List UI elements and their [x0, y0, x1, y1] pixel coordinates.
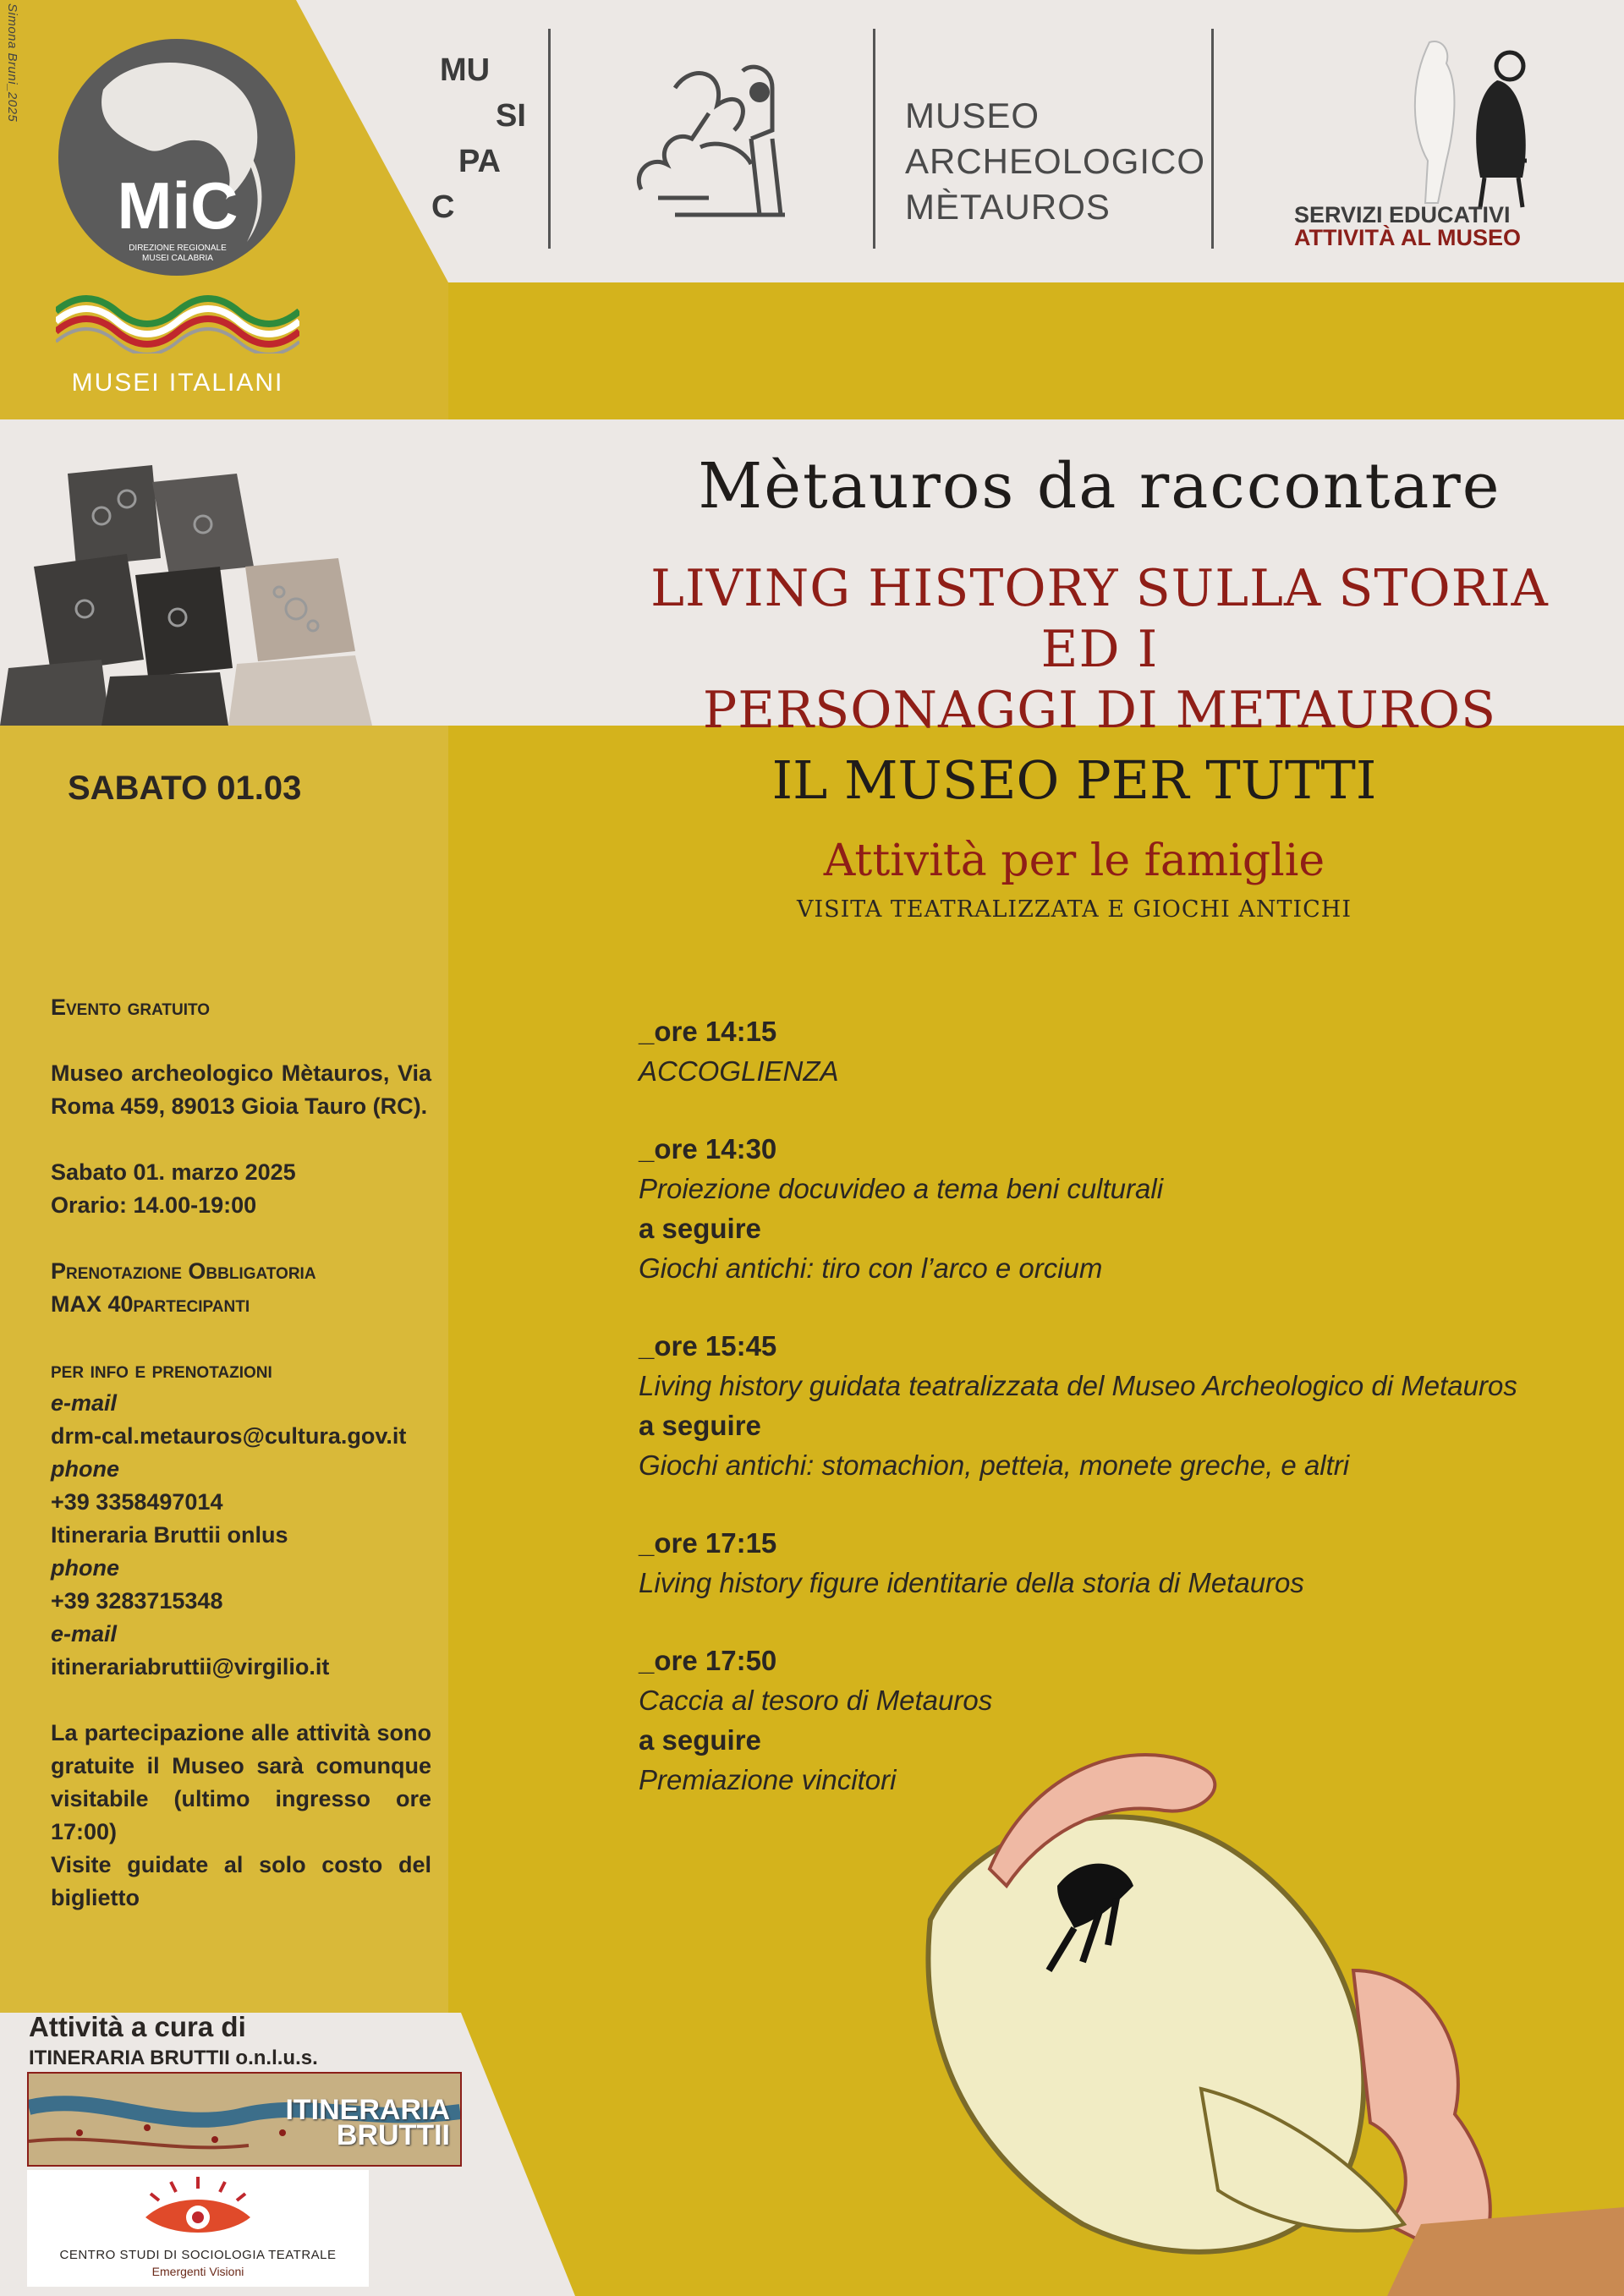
- section-tagline: VISITA TEATRALIZZATA E GIOCHI ANTICHI: [796, 896, 1352, 923]
- event-subtitle: [643, 558, 1556, 741]
- slot-follow-description: Giochi antichi: tiro con l’arco e orcium: [639, 1252, 1103, 1284]
- email-label-2: e-mail: [51, 1621, 118, 1647]
- prenotazione-label: Prenotazione Obbligatoria: [51, 1258, 316, 1284]
- musipac-line-1: MU: [440, 52, 491, 88]
- musei-italiani-label: MUSEI ITALIANI: [71, 369, 284, 397]
- attivita-al-museo-label: ATTIVITÀ AL MUSEO: [1294, 225, 1521, 250]
- slot-follow-description: Premiazione vincitori: [639, 1764, 897, 1795]
- event-hours: Orario: 14.00-19:00: [51, 1192, 257, 1218]
- musipac-line-3: PA: [458, 144, 501, 179]
- mic-logo-text: MiC: [117, 168, 239, 243]
- slot-follow-label: a seguire: [639, 1213, 761, 1244]
- event-info: [51, 991, 431, 1915]
- schedule-slot-1: [639, 1011, 1518, 1091]
- curated-by-organization: ITINERARIA BRUTTII o.n.l.u.s.: [29, 2047, 318, 2069]
- slot-description: Proiezione docuvideo a tema beni culturali: [639, 1173, 1164, 1204]
- mic-logo-subtitle: [0, 244, 355, 264]
- phone-label: phone: [51, 1456, 119, 1482]
- author-credit: Simona Bruni_2025: [5, 3, 19, 123]
- schedule-slot-2: [639, 1129, 1518, 1288]
- event-address: Museo archeologico Mètauros, Via Roma 459, 89013 Gioia Tauro (RC).: [51, 1060, 431, 1119]
- musipac-line-2: SI: [496, 98, 526, 134]
- event-subtitle-line-1: LIVING HISTORY SULLA STORIA ED I: [650, 559, 1549, 679]
- slot-description: ACCOGLIENZA: [639, 1055, 839, 1087]
- itineraria-logo-line-2: BRUTTII: [336, 2119, 450, 2151]
- museum-name-line-2: ARCHEOLOGICO: [905, 141, 1206, 181]
- slot-follow-description: Giochi antichi: stomachion, petteia, monete greche, e altri: [639, 1449, 1350, 1481]
- educational-figures-icon: [1379, 34, 1539, 211]
- header-divider-1: [548, 29, 551, 249]
- mic-logo: [36, 39, 318, 321]
- slot-time: _ore 17:50: [639, 1645, 777, 1676]
- slot-follow-label: a seguire: [639, 1724, 761, 1756]
- sphinx-icon: [624, 54, 793, 223]
- musei-italiani-wave-logo: [56, 286, 299, 353]
- centro-studi-name: CENTRO STUDI DI SOCIOLOGIA TEATRALE: [59, 2248, 337, 2262]
- museum-name-line-3: MÈTAUROS: [905, 187, 1111, 227]
- slot-time: _ore 17:15: [639, 1527, 777, 1559]
- mic-subtitle-line2: MUSEI CALABRIA: [142, 254, 213, 263]
- email-link-2[interactable]: itinerariabruttii@virgilio.it: [51, 1654, 330, 1680]
- schedule-slot-3: [639, 1326, 1518, 1485]
- slot-time: _ore 14:15: [639, 1016, 777, 1047]
- header-gold-strip: [448, 282, 1624, 419]
- organization-name: Itineraria Bruttii onlus: [51, 1522, 288, 1548]
- header-divider-2: [873, 29, 875, 249]
- event-title: Mètauros da raccontare: [698, 450, 1501, 523]
- servizi-educativi-label: SERVIZI EDUCATIVI: [1294, 202, 1511, 227]
- slot-follow-label: a seguire: [639, 1410, 761, 1441]
- centro-studi-logo: [27, 2170, 369, 2287]
- event-schedule: [639, 1011, 1518, 1838]
- guided-visits-note: Visite guidate al solo costo del biglietto: [51, 1852, 431, 1910]
- phone-number-2[interactable]: +39 3283715348: [51, 1588, 223, 1614]
- max-partecipanti: MAX 40partecipanti: [51, 1291, 250, 1317]
- mic-subtitle-line1: DIREZIONE REGIONALE: [129, 244, 227, 253]
- header-divider-3: [1211, 29, 1214, 249]
- event-day: SABATO 01.03: [68, 770, 302, 807]
- email-label: e-mail: [51, 1390, 118, 1416]
- email-link[interactable]: drm-cal.metauros@cultura.gov.it: [51, 1423, 407, 1449]
- event-subtitle-line-2: PERSONAGGI DI METAUROS: [702, 681, 1497, 740]
- museum-name-line-1: MUSEO: [905, 96, 1040, 135]
- evento-gratuito-label: Evento gratuito: [51, 995, 211, 1020]
- section-subheading: Attività per le famiglie: [823, 836, 1325, 886]
- participation-note: La partecipazione alle attività sono gratuite il Museo sarà comunque visitabile (ultimo ingresso ore 17:00): [51, 1720, 431, 1844]
- schedule-slot-4: [639, 1523, 1518, 1603]
- slot-description: Living history guidata teatralizzata del Museo Archeologico di Metauros: [639, 1370, 1517, 1401]
- section-heading: IL MUSEO PER TUTTI: [771, 749, 1377, 811]
- slot-time: _ore 14:30: [639, 1133, 777, 1164]
- slot-time: _ore 15:45: [639, 1330, 777, 1362]
- event-date: Sabato 01. marzo 2025: [51, 1159, 296, 1185]
- phone-label-2: phone: [51, 1555, 119, 1581]
- itineraria-bruttii-logo: [27, 2072, 462, 2167]
- schedule-slot-5: [639, 1641, 1518, 1800]
- musipac-line-4: C: [431, 189, 455, 225]
- itineraria-logo-line-1: ITINERARIA: [285, 2094, 450, 2126]
- museum-name: [905, 93, 1205, 230]
- ancient-dice-image: [0, 440, 406, 726]
- emergenti-visioni-label: Emergenti Visioni: [151, 2265, 244, 2278]
- slot-description: Caccia al tesoro di Metauros: [639, 1685, 993, 1716]
- phone-number[interactable]: +39 3358497014: [51, 1489, 223, 1515]
- slot-description: Living history figure identitarie della storia di Metauros: [639, 1567, 1304, 1598]
- per-info-label: per info e prenotazioni: [51, 1357, 272, 1383]
- itineraria-logo-text: [285, 2094, 450, 2151]
- curated-by-label: Attività a cura di: [29, 2011, 246, 2042]
